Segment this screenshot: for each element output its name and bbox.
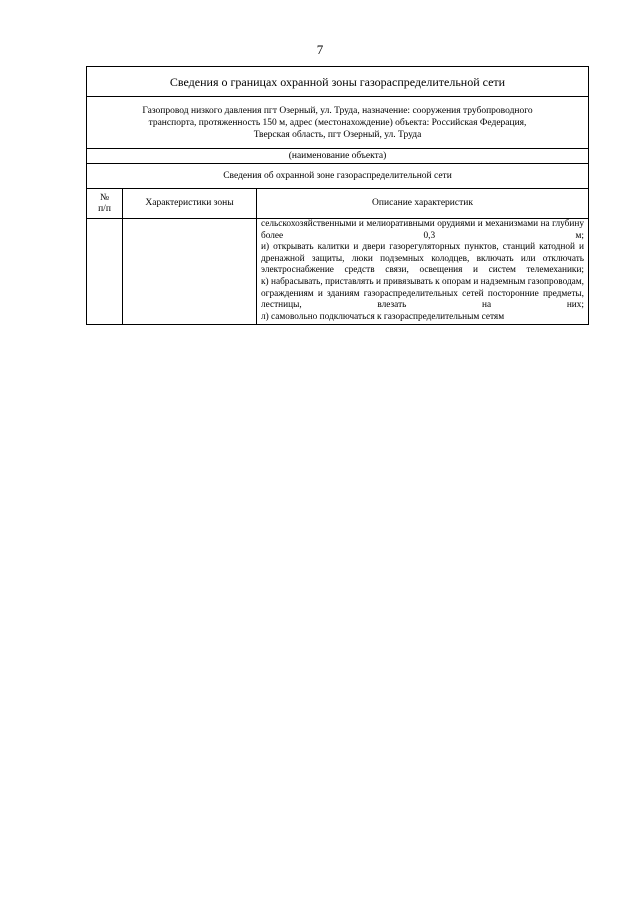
object-description-line: Тверская область, пгт Озерный, ул. Труда [253, 129, 422, 140]
description-paragraph: к) набрасывать, приставлять и привязывать к опорам и надземным газопроводам, ограждениям и зданиям газораспределительных сетей посторонние предметы, лестницы, влезать на них; [261, 276, 585, 311]
header-characteristics: Характеристики зоны [123, 189, 257, 219]
description-paragraph: и) открывать калитки и двери газорегуляторных пунктов, станций катодной и дренажной защиты, люки подземных колодцев, включать или отключать электроснабжение средств связи, освещения и систем телемеханики; [261, 242, 585, 276]
row-description-cell [257, 219, 589, 325]
object-description-line: транспорта, протяженность 150 м, адрес (местонахождение) объекта: Российская Федерация, [148, 117, 527, 128]
protection-zone-table [86, 66, 589, 325]
object-description [87, 97, 589, 149]
description-paragraph: л) самовольно подключаться к газораспределительным сетям [261, 311, 505, 322]
header-number-line2: п/п [98, 203, 111, 214]
zone-title: Сведения об охранной зоне газораспределительной сети [87, 164, 589, 189]
table-title: Сведения о границах охранной зоны газораспределительной сети [87, 67, 589, 97]
row-number-cell [87, 219, 123, 325]
object-description-line: Газопровод низкого давления пгт Озерный, ул. Труда, назначение: сооружения трубопроводного [142, 105, 533, 116]
zone-title-row [87, 164, 589, 189]
column-header-row [87, 189, 589, 219]
description-paragraph: сельскохозяйственными и мелиоративными орудиями и механизмами на глубину более 0,3 м; [261, 219, 585, 241]
page-number: 7 [316, 42, 324, 57]
header-description: Описание характеристик [257, 189, 589, 219]
row-characteristics-cell [123, 219, 257, 325]
table-row [87, 219, 589, 325]
header-number [87, 189, 123, 219]
table-title-row [87, 67, 589, 97]
object-caption-row [87, 149, 589, 164]
header-number-line1: № [99, 192, 110, 203]
object-description-row [87, 97, 589, 149]
object-caption: (наименование объекта) [87, 149, 589, 164]
